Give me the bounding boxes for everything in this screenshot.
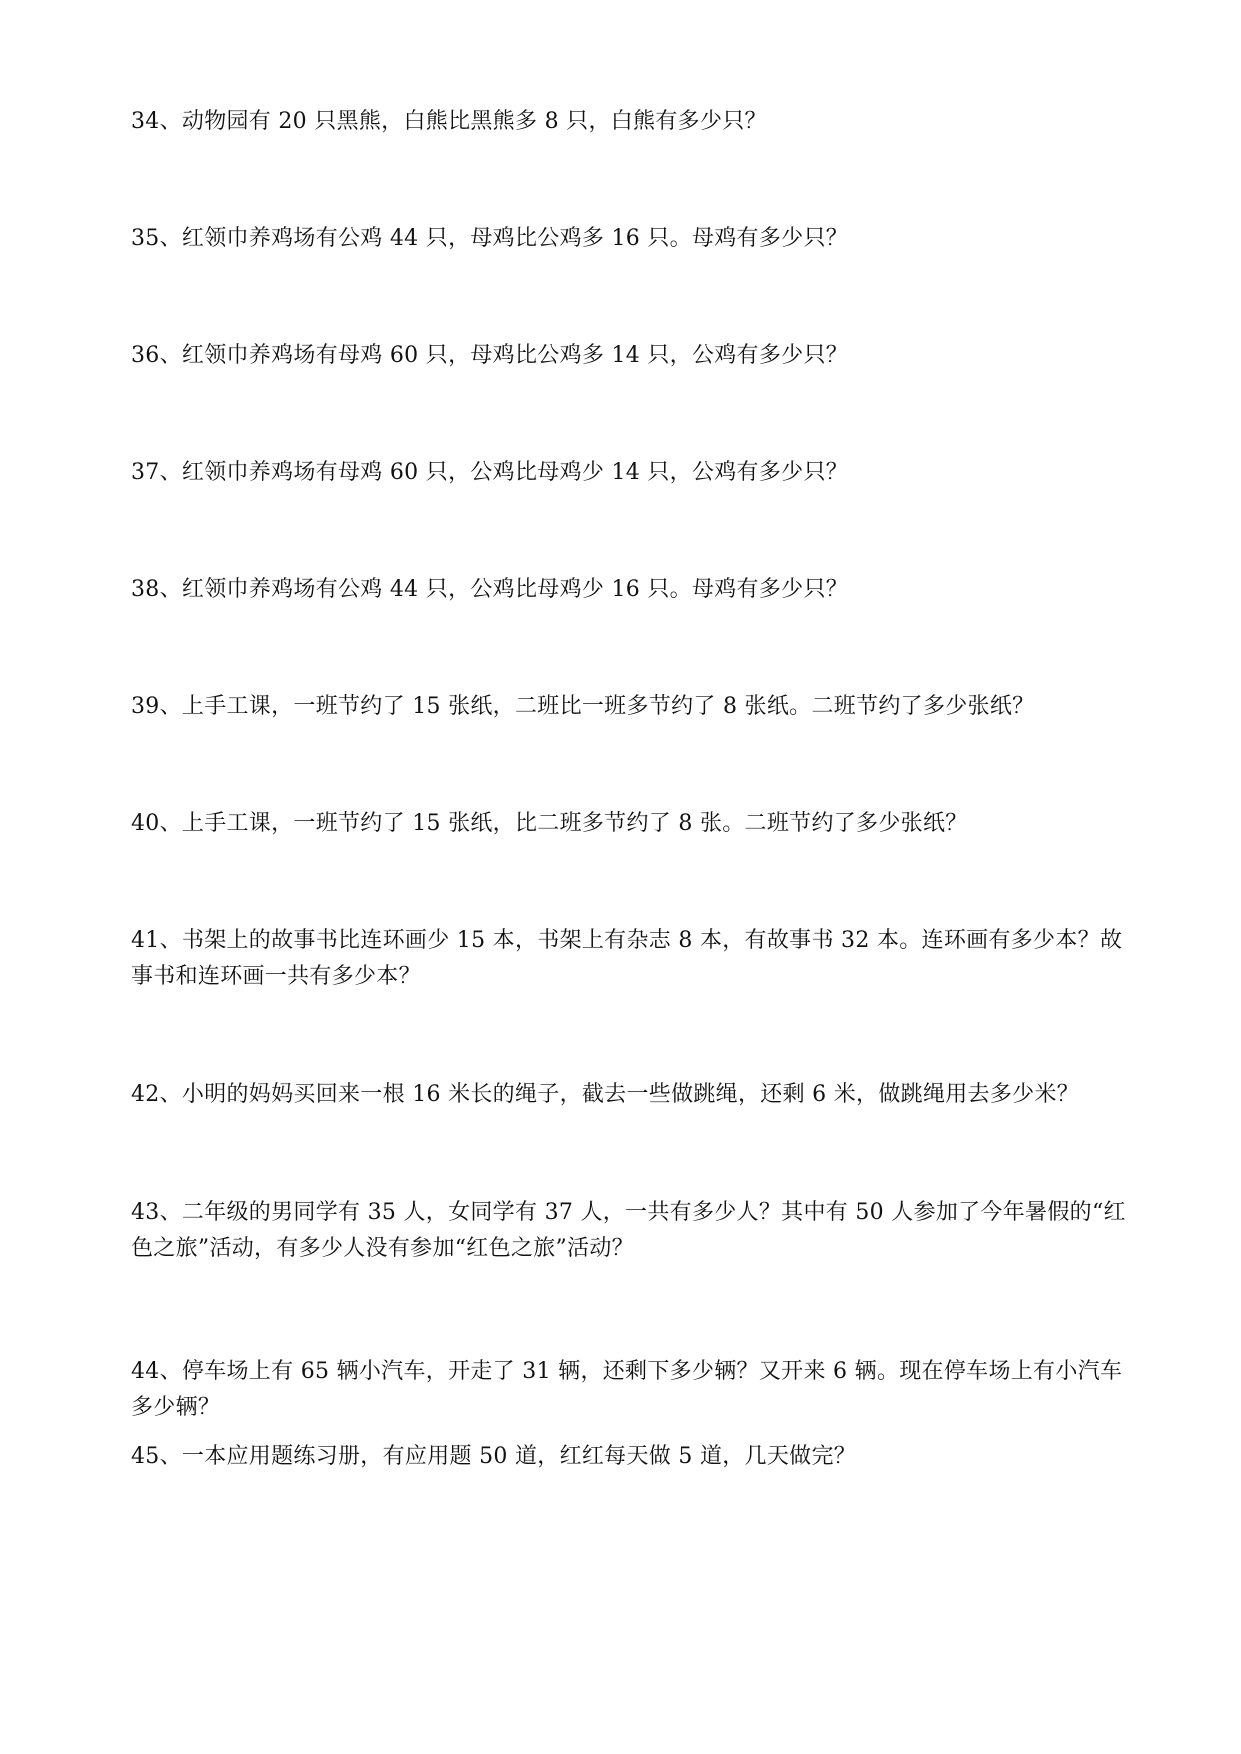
- problem-40: 40、上手工课，一班节约了 15 张纸，比二班多节约了 8 张。二班节约了多少张纸？: [131, 811, 968, 836]
- problem-38: 38、红领巾养鸡场有公鸡 44 只，公鸡比母鸡少 16 只。母鸡有多少只？: [131, 577, 849, 602]
- problem-35: 35、红领巾养鸡场有公鸡 44 只，母鸡比公鸡多 16 只。母鸡有多少只？: [131, 226, 849, 251]
- problem-36: 36、红领巾养鸡场有母鸡 60 只，母鸡比公鸡多 14 只，公鸡有多少只？: [131, 343, 849, 368]
- problem-44: 44、停车场上有 65 辆小汽车，开走了 31 辆，还剩下多少辆？又开来 6 辆。现在停车场上有小汽车多少辆？: [131, 1359, 1123, 1420]
- problem-39: 39、上手工课，一班节约了 15 张纸，二班比一班多节约了 8 张纸。二班节约了多少张纸？: [131, 694, 1035, 719]
- problem-41: 41、书架上的故事书比连环画少 15 本，书架上有杂志 8 本，有故事书 32 本。连环画有多少本？故事书和连环画一共有多少本？: [131, 928, 1123, 989]
- problem-43: 43、二年级的男同学有 35 人，女同学有 37 人，一共有多少人？其中有 50 人参加了今年暑假的“红色之旅”活动，有多少人没有参加“红色之旅”活动？: [131, 1200, 1126, 1261]
- problem-34: 34、动物园有 20 只黑熊，白熊比黑熊多 8 只，白熊有多少只？: [131, 109, 767, 134]
- problem-42: 42、小明的妈妈买回来一根 16 米长的绳子，截去一些做跳绳，还剩 6 米，做跳绳用去多少米？: [131, 1082, 1080, 1107]
- problem-45: 45、一本应用题练习册，有应用题 50 道，红红每天做 5 道，几天做完？: [131, 1444, 857, 1469]
- problem-37: 37、红领巾养鸡场有母鸡 60 只，公鸡比母鸡少 14 只，公鸡有多少只？: [131, 460, 849, 485]
